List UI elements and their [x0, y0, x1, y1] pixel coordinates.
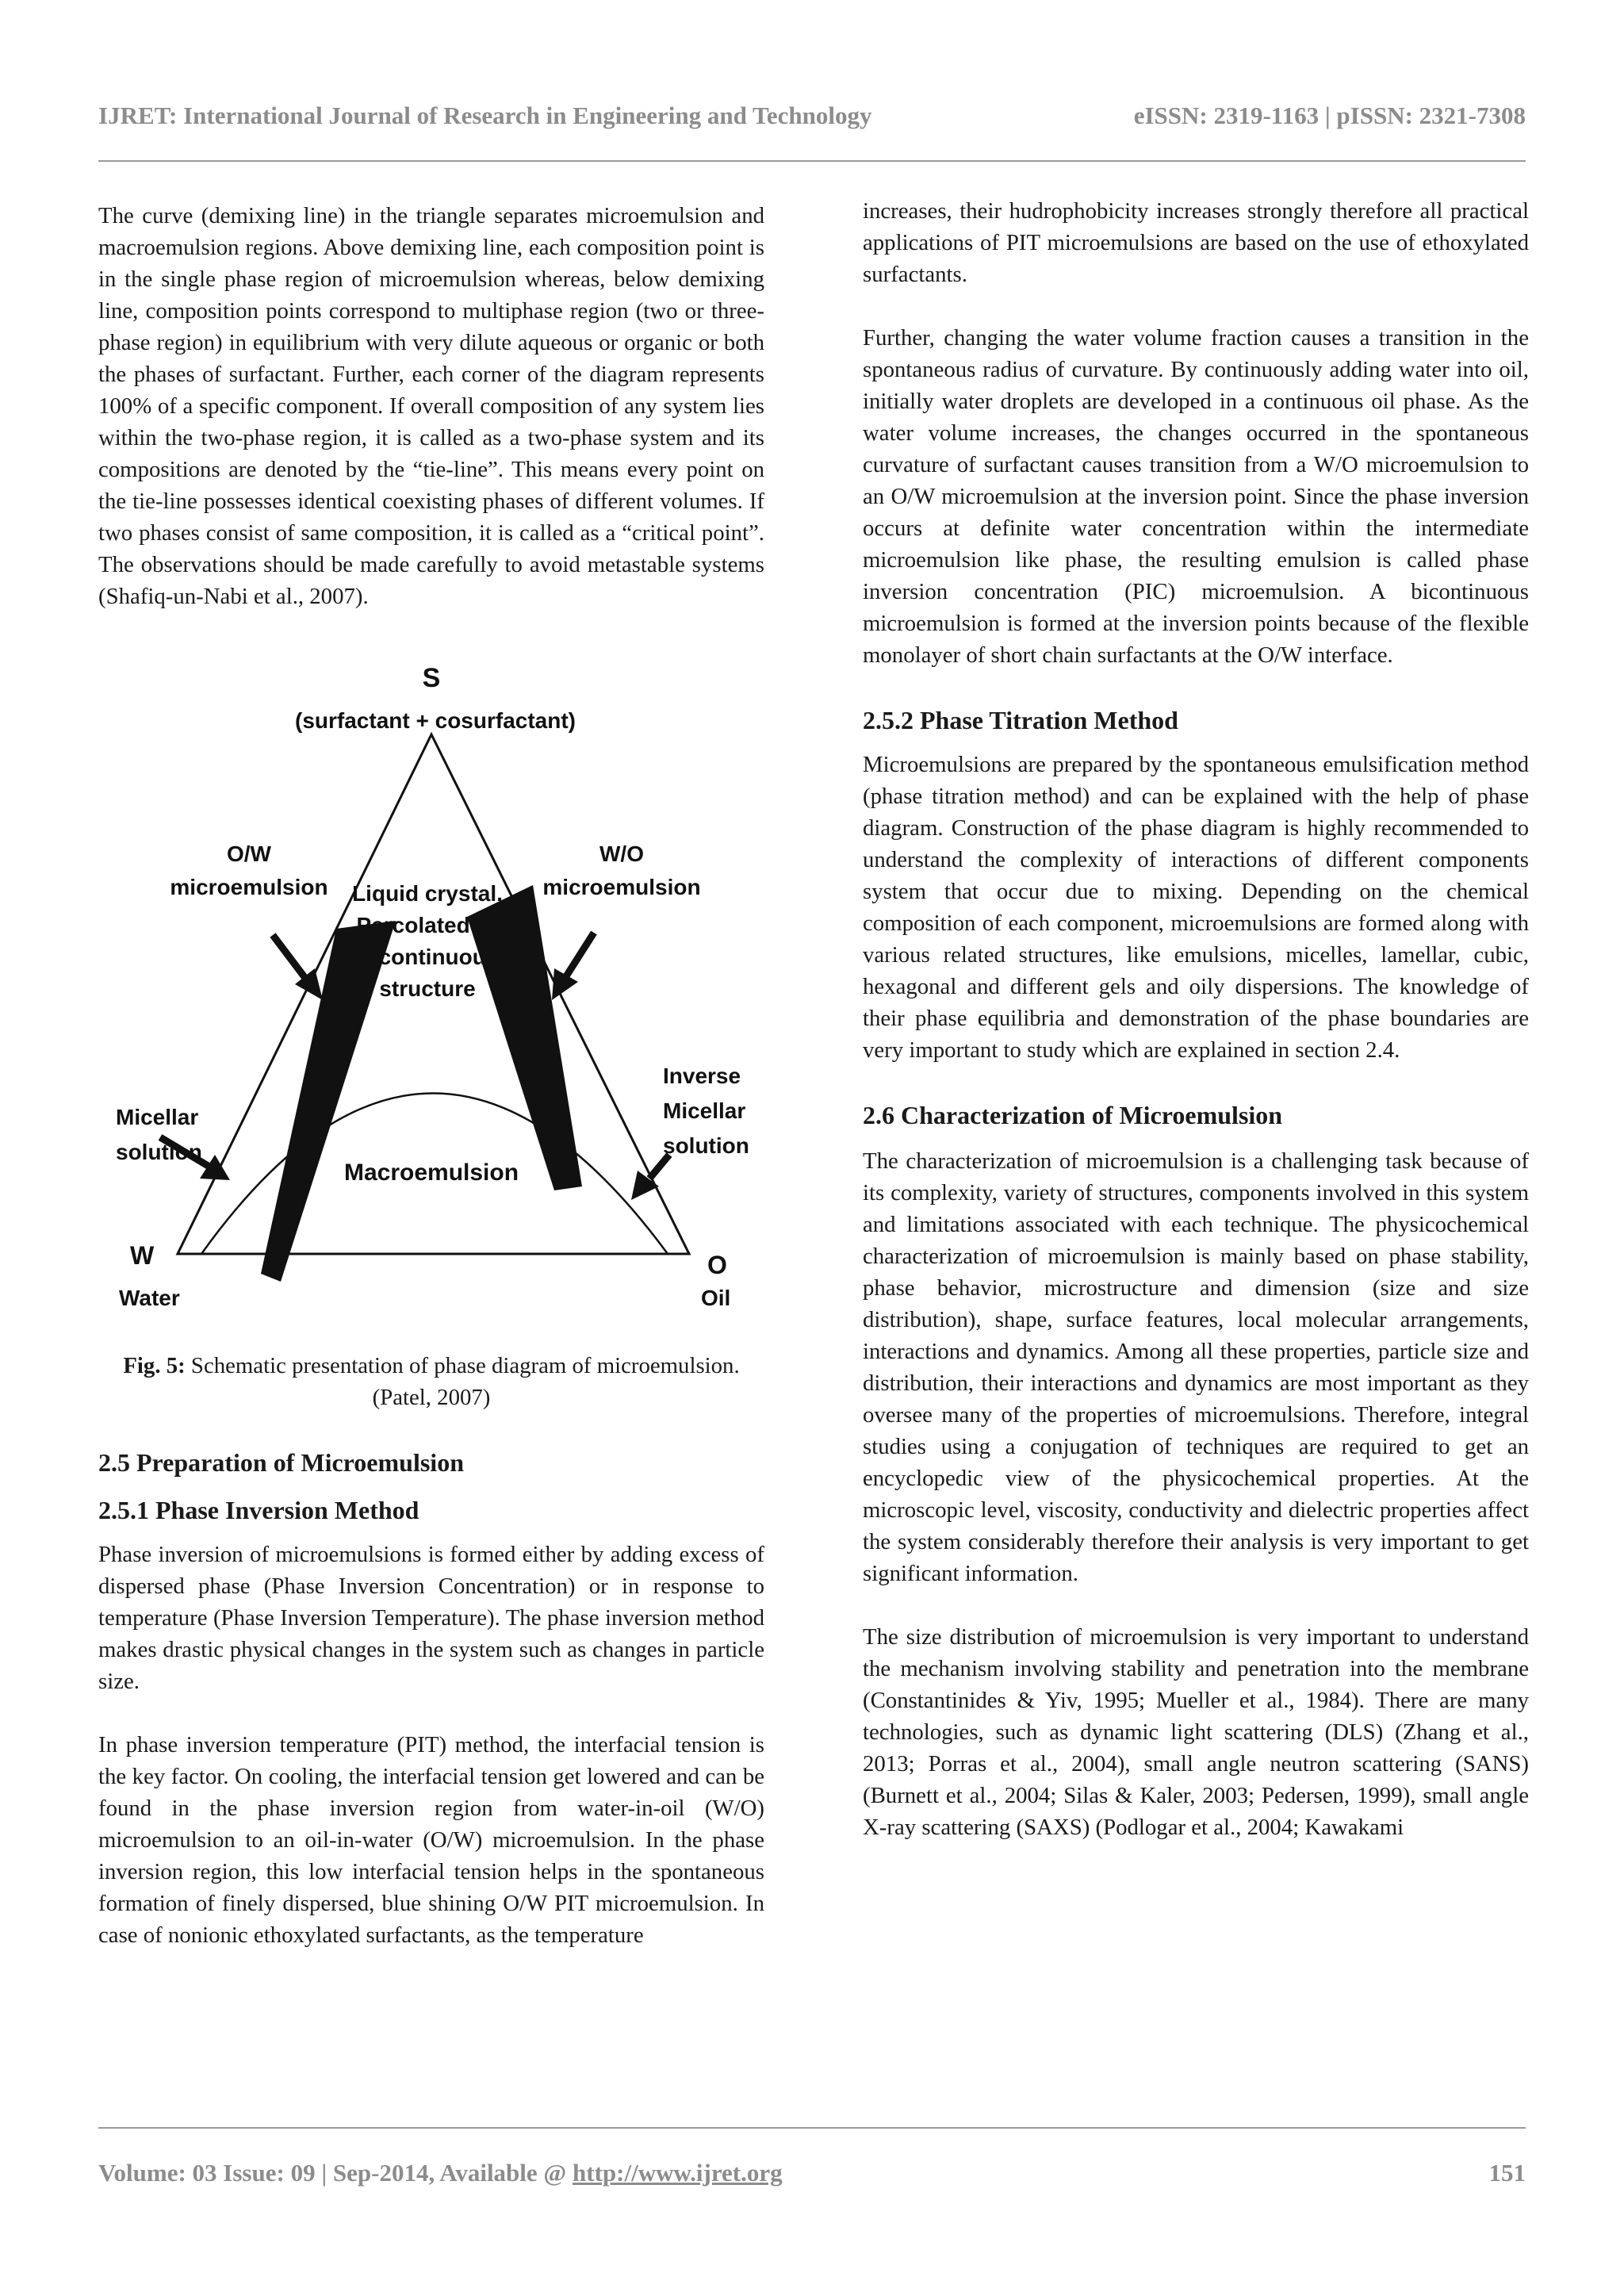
ow-label-2: microemulsion — [170, 875, 328, 899]
page-number: 151 — [1488, 2159, 1526, 2187]
ow-region — [261, 921, 396, 1282]
center-label-3: Bicontinuous — [356, 945, 499, 969]
wo-label-2: microemulsion — [542, 875, 701, 899]
section-heading: 2.6 Characterization of Microemulsion — [863, 1101, 1283, 1129]
paragraph: Further, changing the water volume fraction causes a transition in the spontaneous radius of curvature. By continuously adding water into oil, initially water droplets are developed in a continuous oil phase. As the water volume increases, the changes occurred in the spontaneous curvature of surfactant causes transition from a W/O microemulsion to an O/W microemulsion at the inversion point. Since the phase inversion occurs at definite water concentration within the intermediate microemulsion like phase, the resulting emulsion is called phase inversion concentration (PIC) microemulsion. A bicontinuous microemulsion is formed at the inversion points because of the flexible monolayer of short chain surfactants at the O/W interface. — [863, 325, 1529, 668]
caption-text: Schematic presentation of phase diagram of microemulsion. (Patel, 2007) — [185, 1353, 740, 1410]
arrow-wo — [552, 933, 594, 1000]
inverse-label-1: Inverse — [663, 1064, 741, 1088]
figure-phase-diagram — [98, 663, 764, 1345]
right-column — [863, 195, 1529, 1875]
issn: eISSN: 2319-1163 | pISSN: 2321-7308 — [1133, 102, 1526, 129]
journal-title: IJRET: International Journal of Research in Engineering and Technology — [98, 102, 872, 129]
left-column — [98, 200, 764, 1983]
w-letter: W — [130, 1241, 155, 1270]
paragraph: The curve (demixing line) in the triangle separates microemulsion and macroemulsion regions. Above demixing line, each composition point is in the single phase region of microemulsion whereas, below demixing line, composition points correspond to multiphase region (two or three-phase region) in equilibrium with very dilute aqueous or organic or both the phases of surfactant. Further, each corner of the diagram represents 100% of a specific component. If overall composition of any system lies within the two-phase region, it is called as a two-phase system and its compositions are denoted by the “tie-line”. This means every point on the tie-line possesses identical coexisting phases of different volumes. If two phases consist of same composition, it is called as a “critical point”. The observations should be made carefully to avoid metastable systems (Shafiq-un-Nabi et al., 2007). — [98, 203, 764, 609]
volume-text: Volume: 03 Issue: 09 | Sep-2014, Available @ — [98, 2159, 573, 2187]
caption-label: Fig. 5: — [123, 1353, 186, 1378]
w-label: Water — [119, 1286, 180, 1310]
phase-diagram — [98, 663, 764, 1345]
paragraph: increases, their hudrophobicity increases strongly therefore all practical applications of PIT microemulsions are based on the use of ethoxylated surfactants. — [863, 198, 1529, 287]
footer-rule — [98, 2127, 1526, 2129]
center-label-4: structure — [379, 976, 476, 1001]
header-rule — [98, 160, 1526, 162]
subsection-heading: 2.5.1 Phase Inversion Method — [98, 1496, 419, 1524]
apex-letter: S — [422, 663, 441, 693]
paragraph: In phase inversion temperature (PIT) method, the interfacial tension is the key factor. On cooling, the interfacial tension get lowered and can be found in the phase inversion region from water-in-oil (W/O) microemulsion to an oil-in-water (O/W) microemulsion. In the phase inversion region, this low interfacial tension helps in the spontaneous formation of finely dispersed, blue shining O/W PIT microemulsion. In case of nonionic ethoxylated surfactants, as the temperature — [98, 1732, 764, 1948]
o-letter: O — [707, 1251, 727, 1279]
o-label: Oil — [701, 1286, 731, 1310]
subsection-heading: 2.5.2 Phase Titration Method — [863, 706, 1178, 734]
micellar-label-2: solution — [116, 1140, 202, 1164]
section-heading: 2.5 Preparation of Microemulsion — [98, 1448, 464, 1477]
paragraph: Phase inversion of microemulsions is formed either by adding excess of dispersed phase (Phase Inversion Concentration) or in response to temperature (Phase Inversion Temperature). The phase inversion method makes drastic physical changes in the system such as changes in particle size. — [98, 1542, 764, 1694]
arrow-inverse — [631, 1155, 669, 1200]
running-header — [98, 94, 1526, 141]
inverse-label-2: Micellar — [663, 1098, 746, 1123]
center-label-2: Percolated or — [356, 913, 499, 937]
paragraph: The size distribution of microemulsion is very important to understand the mechanism involving stability and penetration into the membrane (Constantinides & Yiv, 1995; Mueller et al., 1984). There are many technologies, such as dynamic light scattering (DLS) (Zhang et al., 2013; Porras et al., 2004), small angle neutron scattering (SANS) (Burnett et al., 2004; Silas & Kaler, 2003; Pedersen, 1999), small angle X-ray scattering (SAXS) (Podlogar et al., 2004; Kawakami — [863, 1624, 1529, 1840]
paragraph: Microemulsions are prepared by the spontaneous emulsification method (phase titration method) and can be explained with the help of phase diagram. Construction of the phase diagram is highly recommended to understand the complexity of interactions of different components system that occur due to mixing. Depending on the chemical composition of each component, microemulsions are formed along with various related structures, like emulsions, micelles, lamellar, cubic, hexagonal and different gels and oily dispersions. The knowledge of their phase equilibria and demonstration of the phase boundaries are very important to study which are explained in section 2.4. — [863, 752, 1529, 1063]
footer-volume — [98, 2159, 783, 2187]
paragraph: The characterization of microemulsion is a challenging task because of its complexity, variety of structures, components involved in this system and limitations associated with each technique. The physicochemical characterization of microemulsion is mainly based on phase stability, phase behavior, microstructure and dimension (size and size distribution), shape, surface features, local molecular arrangements, interactions and dynamics. Among all these properties, particle size and distribution, their interactions and dynamics are most important as they oversee many of the properties of microemulsions. Therefore, integral studies using a conjugation of techniques are required to get an encyclopedic view of the physicochemical properties. At the microscopic level, viscosity, conductivity and dielectric properties affect the system considerably therefore their analysis is very important to get significant information. — [863, 1148, 1529, 1586]
micellar-label-1: Micellar — [116, 1105, 199, 1129]
journal-link[interactable]: http://www.ijret.org — [573, 2159, 783, 2187]
macroemulsion-label: Macroemulsion — [343, 1159, 519, 1186]
figure-caption — [98, 1350, 764, 1413]
wo-label-1: W/O — [599, 841, 644, 866]
ow-label-1: O/W — [227, 841, 271, 866]
apex-label: (surfactant + cosurfactant) — [295, 708, 576, 733]
arrow-ow — [273, 935, 323, 1000]
inverse-label-3: solution — [663, 1133, 749, 1158]
center-label-1: Liquid crystal, — [352, 881, 503, 906]
